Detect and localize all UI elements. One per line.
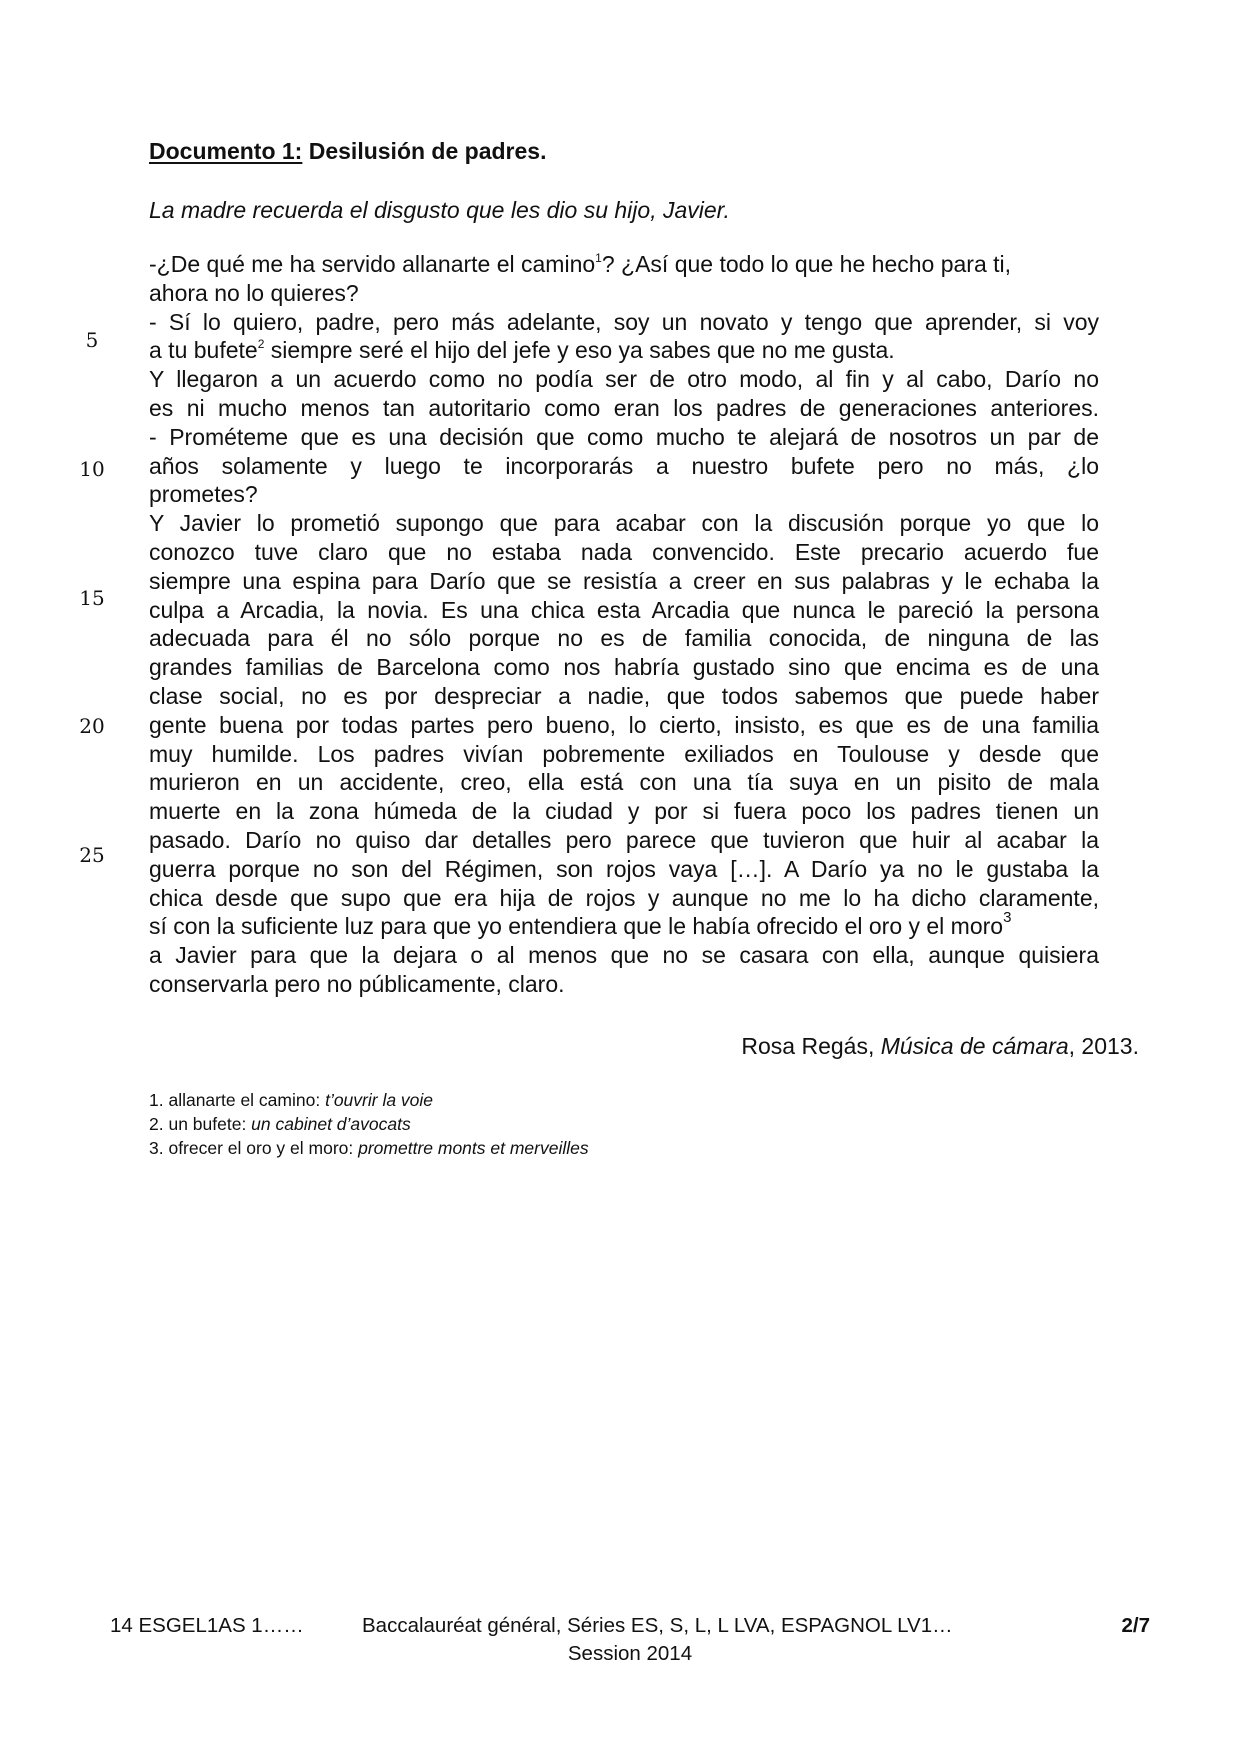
footnote-ref: 1 [595,251,602,265]
document-heading [149,136,546,166]
text-line: guerra porque no son del Régimen, son rojos vaya […]. A Darío ya no le gustaba la [149,855,1099,882]
footnote: 3. ofrecer el oro y el moro: promettre monts et merveilles [149,1138,589,1158]
text-line: pasado. Darío no quiso dar detalles pero parece que tuvieron que huir al acabar la [149,826,1099,853]
text-line: adecuada para él no sólo porque no es de familia conocida, de ninguna de las [149,625,1099,652]
text-line: siempre una espina para Darío que se resistía a creer en sus palabras y le echaba la [149,567,1099,594]
text-line: Y llegaron a un acuerdo como no podía ser de otro modo, al fin y al cabo, Darío no [149,366,1099,393]
text-line: a Javier para que la dejara o al menos que no se casara con ella, aunque quisiera [149,942,1099,969]
text-line: conozco tuve claro que no estaba nada convencido. Este precario acuerdo fue [149,538,1099,565]
footnote: 2. un bufete: un cabinet d’avocats [149,1114,411,1134]
text-line: conservarla pero no públicamente, claro. [149,970,565,997]
text-line: a tu bufete$^2$ siempre seré el hijo del jefe y eso ya sabes que no me gusta. [149,337,895,364]
document-label: Documento 1: [149,138,303,164]
text-line: - Sí lo quiero, padre, pero más adelante, soy un novato y tengo que aprender, si voy [149,308,1099,335]
text-line: sí con la suficiente luz para que yo entendiera que le había ofrecido el oro y el moro$^3$ [149,909,1012,940]
exam-code: 14 ESGEL1AS 1…… [110,1614,304,1637]
text-line: murieron en un accidente, creo, ella está con una tía suya en un pisito de mala [149,769,1099,796]
text-line: culpa a Arcadia, la novia. Es una chica esta Arcadia que nunca le pareció la persona [149,596,1099,623]
session-label: Session 2014 [567,1642,693,1665]
intro-sentence: La madre recuerda el disgusto que les dio su hijo, Javier. [149,197,730,223]
footnote-ref: 3 [1003,909,1012,927]
text-line: clase social, no es por despreciar a nadie, que todos sabemos que puede haber [149,682,1099,709]
text-line: Y Javier lo prometió supongo que para acabar con la discusión porque yo que lo [149,510,1099,537]
source-attribution [149,1031,1139,1061]
text-line: muy humilde. Los padres vivían pobremente exiliados en Toulouse y desde que [149,740,1099,767]
line-number: 5 [85,328,99,352]
text-line: -¿De qué me ha servido allanarte el camino$^1$? ¿Así que todo lo que he hecho para ti, [149,251,1012,277]
text-line: grandes familias de Barcelona como nos habría gustado sino que encima es de una [149,654,1099,681]
line-number: 10 [79,457,105,481]
work-title: Música de cámara [880,1033,1069,1059]
footnotes [149,1088,589,1160]
text-line: prometes? [149,481,258,508]
text-line: chica desde que supo que era hija de rojos y aunque no me lo ha dicho claramente, [149,884,1099,911]
exam-description: Baccalauréat général, Séries ES, S, L, L LVA, ESPAGNOL LV1… [362,1614,953,1637]
text-line: gente buena por todas partes pero bueno, lo cierto, insisto, es que es de una familia [149,711,1099,738]
text-line: ahora no lo quieres? [149,279,359,306]
page-footer [110,1612,1150,1668]
publication-year: , 2013. [1068,1033,1139,1059]
footnote-ref: 2 [257,337,265,352]
line-number: 20 [79,714,105,738]
footnote: 1. allanarte el camino: t’ouvrir la voie [149,1090,434,1110]
passage-text [149,250,1099,999]
line-number: 25 [79,843,105,867]
line-number: 15 [79,586,105,610]
document-title: Desilusión de padres. [302,138,547,164]
text-line: - Prométeme que es una decisión que como mucho te alejará de nosotros un par de [149,423,1099,450]
page-number: 2/7 [1121,1614,1150,1637]
text-line: años solamente y luego te incorporarás a nuestro bufete pero no más, ¿lo [149,452,1099,479]
author: Rosa Regás, [741,1033,881,1059]
text-line: muerte en la zona húmeda de la ciudad y por si fuera poco los padres tienen un [149,798,1099,825]
text-line: es ni mucho menos tan autoritario como eran los padres de generaciones anteriores. [149,394,1099,421]
